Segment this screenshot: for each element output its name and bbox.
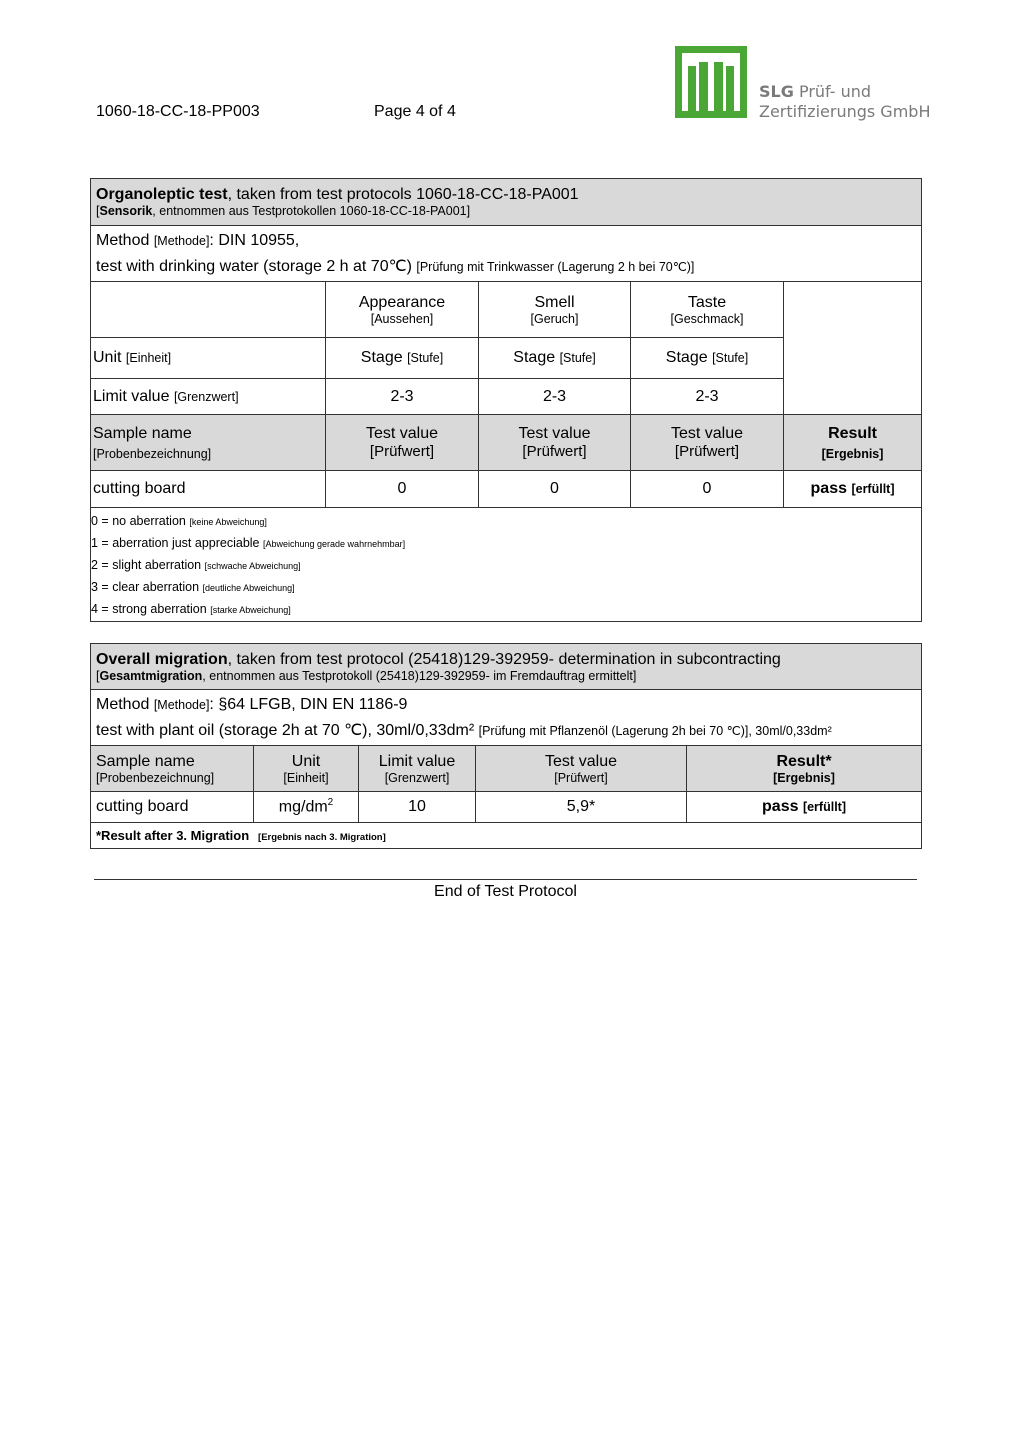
legend-cell (91, 508, 922, 622)
test-value: 0 (479, 471, 631, 508)
unit-label-de: [Einheit] (283, 770, 329, 785)
unit-label: Unit (291, 752, 321, 770)
method-value: : DIN 10955, (209, 231, 300, 249)
method-value: : §64 LFGB, DIN EN 1186-9 (209, 695, 408, 713)
legend-text-de: [keine Abweichung] (189, 517, 267, 527)
result-header (784, 415, 922, 471)
migration-subtitle-open: [ (96, 668, 100, 683)
test-value: 0 (326, 471, 479, 508)
unit-exponent: 2 (327, 797, 334, 809)
unit-value (254, 792, 359, 823)
method-line2-de: [Prüfung mit Pflanzenöl (Lagerung 2h bei 70 ℃)], 30ml/0,33dm² (478, 723, 832, 738)
test-value-header (476, 746, 687, 792)
limit-header (359, 746, 476, 792)
legend-text: 3 = clear aberration (91, 580, 200, 594)
unit-cell (326, 338, 479, 379)
legend-item (91, 577, 921, 599)
result-header (687, 746, 922, 792)
sample-name: cutting board (91, 792, 254, 823)
footnote-de: [Ergebnis nach 3. Migration] (258, 831, 386, 843)
method-label: Method (96, 695, 150, 713)
result-label: Result* (776, 752, 832, 770)
result-value-de: [erfüllt] (851, 482, 895, 496)
unit-cell (631, 338, 784, 379)
company-logo (675, 46, 931, 122)
column-taste (631, 282, 784, 338)
result-cell (784, 471, 922, 508)
test-value: 5,9* (476, 792, 687, 823)
logo-line2: Zertifizierungs GmbH (759, 102, 931, 121)
migration-title-cell (91, 644, 922, 690)
legend-text-de: [deutliche Abweichung] (202, 583, 295, 593)
organoleptic-subtitle: , entnommen aus Testprotokollen 1060-18-CC-18-PA001] (152, 204, 471, 218)
result-label-de: [Ergebnis] (773, 770, 835, 785)
test-value-label-de: [Prüfwert] (522, 443, 587, 460)
legend-item (91, 555, 921, 577)
test-value-label-de: [Prüfwert] (554, 770, 608, 785)
empty-result-cell (784, 282, 922, 415)
organoleptic-title-bold: Organoleptic test (96, 186, 228, 203)
legend-text: 2 = slight aberration (91, 558, 202, 572)
limit-label-de: [Grenzwert] (384, 770, 450, 785)
legend-text: 1 = aberration just appreciable (91, 536, 260, 550)
method-label-de: [Methode] (153, 233, 210, 248)
legend-text-de: [starke Abweichung] (210, 605, 291, 615)
end-of-protocol: End of Test Protocol (434, 883, 577, 900)
limit-label-cell (91, 379, 326, 415)
unit-base: mg/dm (278, 798, 328, 816)
column-label-de: [Geschmack] (670, 311, 744, 326)
organoleptic-title: , taken from test protocols 1060-18-CC-18-PA001 (227, 186, 579, 203)
result-label-de: [Ergebnis] (821, 446, 884, 461)
test-value-label-de: [Prüfwert] (369, 443, 435, 460)
column-appearance (326, 282, 479, 338)
test-value-label: Test value (670, 425, 744, 442)
legend-item (91, 599, 921, 621)
legend-text-de: [schwache Abweichung] (204, 561, 301, 571)
test-value-label: Test value (518, 425, 591, 442)
migration-title: , taken from test protocol (25418)129-392959- determination in subcontracting (227, 650, 781, 668)
column-smell (479, 282, 631, 338)
migration-subtitle: , entnommen aus Testprotokoll (25418)129-392959- im Fremdauftrag ermittelt] (202, 668, 637, 683)
footnote-cell (91, 823, 922, 849)
legend-item (91, 511, 921, 533)
unit-value-de: [Stufe] (559, 351, 596, 365)
table-row (91, 792, 922, 823)
sample-label-de: [Probenbezeichnung] (93, 446, 212, 461)
column-label: Appearance (358, 293, 446, 311)
table-row (91, 471, 922, 508)
migration-title-bold: Overall migration (96, 650, 228, 668)
unit-value: Stage (665, 349, 708, 366)
divider (94, 879, 917, 880)
limit-label: Limit value (93, 387, 170, 405)
empty-header-cell (91, 282, 326, 338)
test-value-header (479, 415, 631, 471)
result-value: pass (762, 798, 799, 815)
legend-text: 0 = no aberration (91, 514, 186, 528)
organoleptic-subtitle-open: [ (96, 204, 100, 218)
unit-value-de: [Stufe] (712, 351, 749, 365)
method-line2: test with drinking water (storage 2 h at 70℃) (96, 257, 412, 275)
sample-name-header (91, 746, 254, 792)
sample-label: Sample name (96, 752, 195, 770)
limit-value: 10 (359, 792, 476, 823)
organoleptic-title-cell (91, 179, 922, 226)
method-line2: test with plant oil (storage 2h at 70 ℃), 30ml/0,33dm² (96, 721, 475, 739)
limit-value: 2-3 (326, 379, 479, 415)
unit-value: Stage (513, 349, 556, 366)
organoleptic-method-cell (91, 226, 922, 282)
limit-value: 2-3 (631, 379, 784, 415)
unit-value-de: [Stufe] (407, 351, 444, 365)
unit-label-de: [Einheit] (125, 351, 172, 365)
unit-label-cell (91, 338, 326, 379)
method-line2-de: [Prüfung mit Trinkwasser (Lagerung 2 h bei 70℃)] (416, 259, 695, 274)
column-label: Taste (687, 293, 727, 311)
page-number: Page 4 of 4 (374, 103, 456, 120)
test-value-label-de: [Prüfwert] (674, 443, 740, 460)
limit-label-de: [Grenzwert] (173, 389, 239, 404)
test-value-header (631, 415, 784, 471)
unit-header (254, 746, 359, 792)
logo-line1: Prüf- und (793, 82, 872, 101)
sample-label: Sample name (93, 424, 192, 442)
method-label-de: [Methode] (153, 697, 210, 712)
legend-text-de: [Abweichung gerade wahrnehmbar] (263, 539, 406, 549)
unit-value: Stage (360, 349, 403, 366)
document-id: 1060-18-CC-18-PP003 (96, 103, 260, 120)
unit-cell (479, 338, 631, 379)
test-value-header (326, 415, 479, 471)
legend-text: 4 = strong aberration (91, 602, 207, 616)
organoleptic-subtitle-bold: Sensorik (99, 204, 153, 218)
migration-table (90, 643, 922, 849)
migration-method-cell (91, 690, 922, 746)
organoleptic-table (90, 178, 922, 622)
limit-value: 2-3 (479, 379, 631, 415)
logo-brand: SLG (759, 82, 794, 101)
test-value-label: Test value (365, 425, 439, 442)
column-label: Smell (534, 293, 575, 311)
test-value-label: Test value (544, 752, 618, 770)
legend-item (91, 533, 921, 555)
result-value-de: [erfüllt] (802, 800, 846, 814)
result-label: Result (828, 424, 877, 442)
footnote: *Result after 3. Migration (96, 827, 250, 843)
slg-logo-icon (675, 46, 747, 118)
limit-label: Limit value (378, 752, 456, 770)
test-value: 0 (631, 471, 784, 508)
migration-subtitle-bold: Gesamtmigration (99, 668, 203, 683)
method-label: Method (96, 231, 150, 249)
unit-label: Unit (93, 349, 122, 366)
sample-name: cutting board (91, 471, 326, 508)
result-cell (687, 792, 922, 823)
result-value: pass (810, 480, 847, 497)
column-label-de: [Geruch] (530, 311, 579, 326)
column-label-de: [Aussehen] (370, 311, 434, 326)
sample-label-de: [Probenbezeichnung] (96, 770, 215, 785)
sample-name-header (91, 415, 326, 471)
